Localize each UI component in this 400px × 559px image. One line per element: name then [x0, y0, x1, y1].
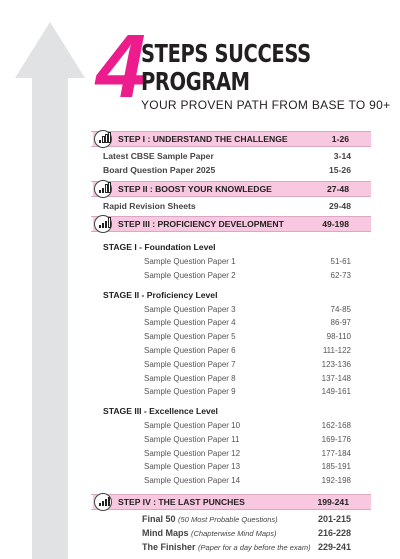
signal-bars-icon [94, 180, 112, 198]
paper-label: Sample Question Paper 6 [144, 345, 236, 355]
title-line-1: STEPS SUCCESS [141, 39, 311, 68]
paper-pages: 149-161 [321, 387, 351, 397]
step-4-row[interactable] [93, 494, 371, 510]
paper-pages: 62-73 [330, 270, 351, 280]
list-item[interactable] [93, 541, 371, 555]
list-item[interactable] [93, 433, 371, 447]
item-pages: 29-48 [329, 200, 351, 211]
list-item[interactable] [93, 527, 371, 541]
list-item[interactable] [93, 303, 371, 317]
special-pages: 201-215 [317, 513, 351, 524]
list-item[interactable] [93, 447, 371, 461]
list-item[interactable] [93, 513, 371, 527]
list-item[interactable] [93, 255, 371, 269]
signal-bars-icon [94, 493, 112, 511]
list-item[interactable] [93, 344, 371, 358]
list-item[interactable] [93, 150, 371, 164]
special-note: (50 Most Probable Questions) [178, 514, 278, 524]
paper-label: Sample Question Paper 9 [144, 387, 236, 397]
paper-pages: 169-176 [321, 434, 351, 444]
list-item[interactable] [93, 474, 371, 488]
table-of-contents [93, 128, 371, 554]
paper-label: Sample Question Paper 5 [144, 332, 236, 342]
list-item[interactable] [93, 316, 371, 330]
special-pages: 216-228 [317, 527, 351, 538]
item-pages: 15-26 [329, 164, 351, 175]
list-item[interactable] [93, 419, 371, 433]
item-label: Board Question Paper 2025 [103, 164, 216, 175]
step-label: STEP IV : THE LAST PUNCHES [118, 496, 245, 507]
arrow-head [15, 22, 85, 78]
paper-pages: 192-198 [321, 476, 351, 486]
step-3-row[interactable] [93, 216, 371, 232]
paper-pages: 137-148 [321, 373, 351, 383]
title-line-2: PROGRAM [141, 67, 250, 96]
item-pages: 3-14 [333, 151, 351, 161]
paper-label: Sample Question Paper 8 [144, 373, 236, 383]
stage-label: STAGE I - Foundation Level [103, 242, 216, 253]
signal-bars-icon [94, 215, 112, 233]
signal-bars-icon [94, 130, 112, 148]
step-2-row[interactable] [93, 181, 371, 197]
paper-label: Sample Question Paper 13 [144, 462, 241, 472]
item-label: Latest CBSE Sample Paper [103, 151, 214, 161]
step-1-row[interactable] [93, 131, 371, 147]
stage-label: STAGE III - Excellence Level [103, 406, 218, 417]
paper-pages: 177-184 [321, 448, 351, 458]
special-pages: 229-241 [317, 541, 351, 552]
item-label: Rapid Revision Sheets [103, 200, 196, 211]
list-item[interactable] [93, 385, 371, 399]
paper-label: Sample Question Paper 3 [144, 304, 236, 314]
step-pages: 27-48 [327, 183, 349, 194]
big-number: 4 [96, 17, 147, 117]
stage-heading [93, 241, 371, 255]
paper-label: Sample Question Paper 4 [144, 318, 236, 328]
paper-label: Sample Question Paper 10 [144, 420, 241, 430]
stage-heading [93, 289, 371, 303]
step-pages: 49-198 [322, 219, 349, 230]
step-label: STEP II : BOOST YOUR KNOWLEDGE [118, 183, 272, 194]
paper-label: Sample Question Paper 12 [144, 448, 241, 458]
special-note: (Chapterwise Mind Maps) [191, 528, 277, 538]
paper-pages: 51-61 [330, 257, 351, 267]
special-label: Final 50 (50 Most Probable Questions) [142, 513, 278, 524]
subtitle: YOUR PROVEN PATH FROM BASE TO 90+ [141, 98, 391, 112]
step-pages: 1-26 [331, 134, 349, 144]
paper-label: Sample Question Paper 2 [144, 270, 236, 280]
list-item[interactable] [93, 358, 371, 372]
list-item[interactable] [93, 269, 371, 283]
paper-label: Sample Question Paper 14 [144, 476, 241, 486]
paper-label: Sample Question Paper 1 [144, 257, 236, 267]
list-item[interactable] [93, 330, 371, 344]
special-label: Mind Maps (Chapterwise Mind Maps) [142, 527, 277, 538]
paper-pages: 86-97 [330, 318, 351, 328]
paper-pages: 74-85 [330, 304, 351, 314]
special-note: (Paper for a day before the exam) [198, 542, 311, 552]
step-pages: 199-241 [317, 496, 349, 507]
list-item[interactable] [93, 200, 371, 214]
arrow-shaft [32, 78, 68, 559]
paper-pages: 123-136 [321, 359, 351, 369]
paper-pages: 162-168 [321, 420, 351, 430]
stage-heading [93, 405, 371, 419]
step-label: STEP I : UNDERSTAND THE CHALLENGE [118, 134, 288, 144]
stage-label: STAGE II - Proficiency Level [103, 289, 218, 300]
special-label: The Finisher (Paper for a day before the exam) [142, 541, 311, 552]
list-item[interactable] [93, 164, 371, 178]
list-item[interactable] [93, 460, 371, 474]
paper-pages: 111-122 [322, 345, 351, 355]
list-item[interactable] [93, 372, 371, 386]
paper-label: Sample Question Paper 11 [144, 434, 240, 444]
paper-label: Sample Question Paper 7 [144, 359, 236, 369]
step-label: STEP III : PROFICIENCY DEVELOPMENT [118, 219, 284, 230]
paper-pages: 185-191 [321, 462, 351, 472]
paper-pages: 98-110 [326, 332, 351, 342]
